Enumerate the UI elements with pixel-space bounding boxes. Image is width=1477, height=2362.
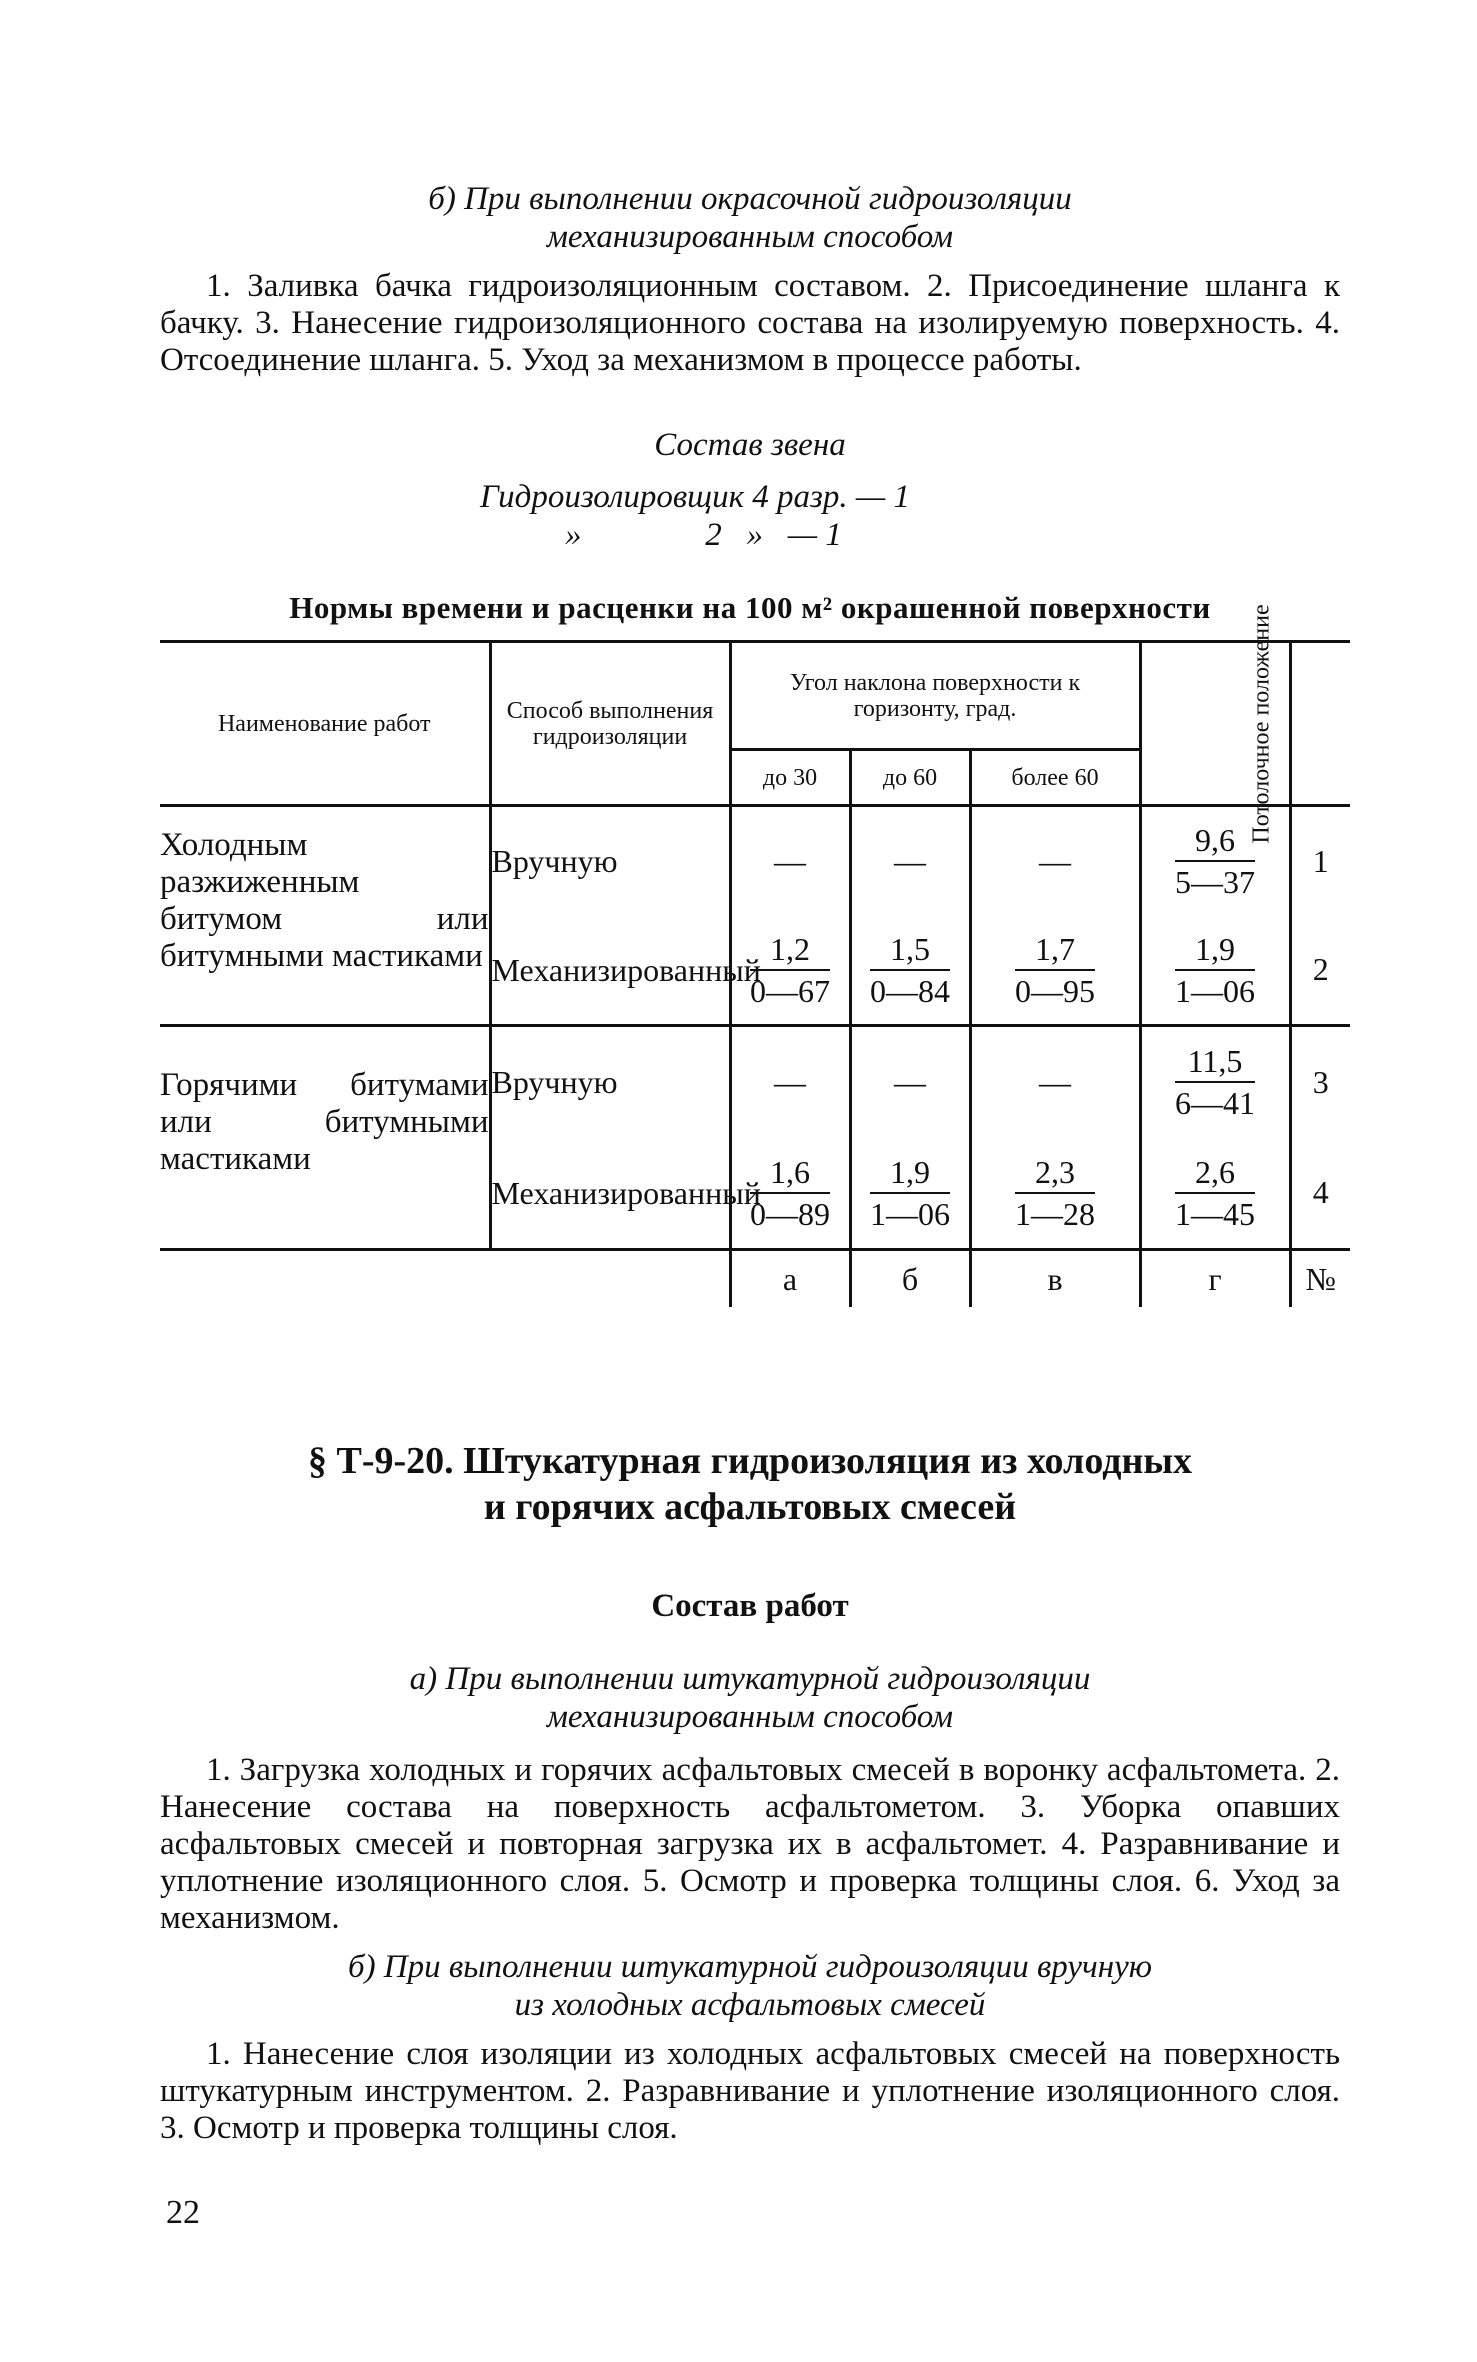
row-4-b-norm: 1,9 [870, 1154, 950, 1194]
sub-b-heading-line1: б) При выполнении штукатурной гидроизоляции вручную [347, 1949, 1153, 1985]
row-2-v [970, 916, 1140, 1026]
row-3-b: — [850, 1026, 970, 1138]
row-4-a-norm: 1,6 [750, 1154, 830, 1194]
header-empty [1290, 642, 1350, 806]
sub-b-heading [160, 1948, 1340, 2024]
row-2-g-price: 1—06 [1175, 972, 1256, 1009]
row-3-a: — [730, 1026, 850, 1138]
row-1-v: — [970, 806, 1140, 916]
group-hot-name: Горячими битумами или битумными мастиками [160, 1026, 490, 1250]
row-2-g [1140, 916, 1290, 1026]
header-work-name: Наименование работ [160, 642, 490, 806]
header-ceiling-label: Потолочное положение [1248, 603, 1275, 844]
sub-a-heading [160, 1660, 1340, 1736]
row-3-number: 3 [1312, 1063, 1329, 1100]
row-4-g-price: 1—45 [1175, 1195, 1256, 1232]
works-title: Состав работ [651, 1588, 849, 1624]
row-4-a-price: 0—89 [750, 1195, 830, 1232]
row-2-method: Механизированный [490, 916, 730, 1026]
section-b-heading-line1: б) При выполнении окрасочной гидроизоляции [428, 181, 1072, 217]
row-2-a-norm: 1,2 [750, 931, 830, 971]
row-2-v-price: 0—95 [1015, 972, 1095, 1009]
col-letter-g: г [1140, 1250, 1290, 1308]
col-letter-v: в [970, 1250, 1140, 1308]
row-2-v-norm: 1,7 [1015, 931, 1095, 971]
sub-a-heading-line2: механизированным способом [546, 1699, 954, 1735]
norms-title: Нормы времени и расценки на 100 м² окрашенной поверхности [289, 590, 1211, 625]
row-3-g-norm: 11,5 [1175, 1043, 1255, 1083]
row-2-b-norm: 1,5 [870, 931, 950, 971]
row-2-g-norm: 1,9 [1175, 931, 1255, 971]
section-title [160, 1438, 1340, 1530]
header-angle-30: до 30 [730, 750, 850, 806]
section-title-line2: и горячих асфальтовых смесей [483, 1486, 1017, 1528]
row-4-method: Механизированный [490, 1138, 730, 1250]
col-letter-number: № [1305, 1260, 1337, 1297]
sub-a-heading-line1: а) При выполнении штукатурной гидроизоляции [409, 1661, 1091, 1697]
row-1-g-norm: 9,6 [1175, 822, 1255, 862]
row-1-a: — [730, 806, 850, 916]
header-angle: Угол наклона поверхности к горизонту, град. [730, 642, 1140, 750]
row-4-b [850, 1138, 970, 1250]
col-letter-b: б [850, 1250, 970, 1308]
section-b-text: 1. Заливка бачка гидроизоляционным составом. 2. Присоединение шланга к бачку. 3. Нанесение гидроизоляционного состава на изолируемую поверхность. 4. Отсоединение шланга. 5. Уход за механизмом в процессе работы. [160, 268, 1340, 378]
row-4-b-price: 1—06 [870, 1195, 950, 1232]
row-1-method: Вручную [490, 806, 730, 916]
header-method: Способ выполнения гидроизоляции [490, 642, 730, 806]
sub-a-text: 1. Загрузка холодных и горячих асфальтовых смесей в воронку асфальтомета. 2. Нанесение состава на поверхность асфальтометом. 3. Уборка опавших асфальтовых смесей и повторная загрузка их в асфальтомет. 4. Разравнивание и уплотнение изоляционного слоя. 5. Осмотр и проверка толщины слоя. 6. Уход за механизмом. [160, 1752, 1340, 1936]
crew-title: Состав звена [654, 427, 846, 463]
section-b-heading [160, 180, 1340, 256]
header-angle-over-60: более 60 [970, 750, 1140, 806]
header-angle-60: до 60 [850, 750, 970, 806]
crew-line-1: Гидроизолировщик 4 разр. — 1 [480, 479, 910, 515]
row-1-number: 1 [1312, 842, 1329, 879]
page-number: 22 [166, 2194, 200, 2231]
sub-b-heading-line2: из холодных асфальтовых смесей [514, 1987, 986, 2023]
row-1-b: — [850, 806, 970, 916]
letters-empty-1 [160, 1250, 490, 1308]
row-4-v [970, 1138, 1140, 1250]
row-3-method: Вручную [490, 1026, 730, 1138]
row-4-v-norm: 2,3 [1015, 1154, 1095, 1194]
row-4-g [1140, 1138, 1290, 1250]
section-title-line1: § Т-9-20. Штукатурная гидроизоляция из холодных [307, 1440, 1193, 1482]
row-2-b [850, 916, 970, 1026]
row-3-v: — [970, 1026, 1140, 1138]
crew-line-2: » 2 » — 1 [565, 517, 842, 553]
row-1-g-price: 5—37 [1175, 864, 1256, 901]
row-2-a-price: 0—67 [750, 972, 830, 1009]
row-2-number: 2 [1312, 951, 1329, 988]
sub-b-text: 1. Нанесение слоя изоляции из холодных асфальтовых смесей на поверхность штукатурным инструментом. 2. Разравнивание и уплотнение изоляционного слоя. 3. Осмотр и проверка толщины слоя. [160, 2036, 1340, 2146]
section-b-heading-line2: механизированным способом [546, 219, 954, 255]
letters-empty-2 [490, 1250, 730, 1308]
row-4-v-price: 1—28 [1015, 1195, 1095, 1232]
row-2-b-price: 0—84 [870, 972, 950, 1009]
row-3-g-price: 6—41 [1175, 1085, 1256, 1122]
row-4-g-norm: 2,6 [1175, 1154, 1255, 1194]
col-letter-a: а [730, 1250, 850, 1308]
row-4-number: 4 [1312, 1174, 1329, 1211]
row-3-g [1140, 1026, 1290, 1138]
group-cold-name: Холодным разжиженным битумом или битумными мастиками [160, 806, 490, 1026]
